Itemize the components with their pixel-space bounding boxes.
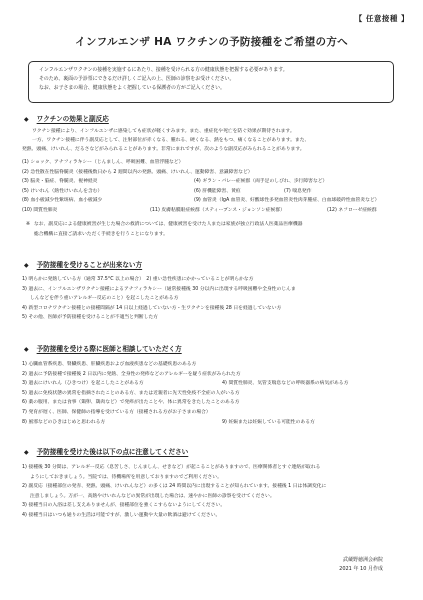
section-heading-cannot-receive: ◆ 予防接種を受けることが出来ない方 xyxy=(24,261,143,269)
list-item: 4) 接種当日はいつも通りの生活は可能ですが、激しい運動や大量の飲酒は避けてください。 xyxy=(22,512,221,518)
diamond-bullet-icon: ◆ xyxy=(24,449,29,456)
notice-box xyxy=(28,61,394,103)
list-item: 5) その他、医師が予防接種を受けることが不適当と判断した方 xyxy=(22,315,158,321)
list-item: (4) ギラン・バレー症候群（両手足のしびれ、歩行障害など） xyxy=(194,179,328,184)
list-item: (10) 間質性肺炎 xyxy=(22,207,58,213)
list-item: しんなどを伴う重いアレルギー反応のこと）を起こしたことがある方 xyxy=(30,296,179,302)
list-item: 5) 過去に免疫状態の異常を指摘されたことのある方、または近親者に先天性免疫不全症の人がいる方 xyxy=(22,390,240,396)
list-item: (11) 皮膚粘膜眼症候群（スティーブンス・ジョンソン症候群） xyxy=(150,207,285,213)
list-item: 4) 新型コロナワクチン接種との接種間隔が 14 日以上経過していない方・生ワクチンを接種後 28 日を経過していない方 xyxy=(22,305,282,311)
section-heading-after-care: ◆ 予防接種を受けた後は以下の点に注意してください xyxy=(24,448,189,456)
hospital-name: 武蔵野徳洲会病院 xyxy=(342,557,383,563)
consult-list xyxy=(22,360,408,427)
list-item: 3) 接種当日の入浴は差し支えありませんが、接種部位を強くこすらないようにしてください。 xyxy=(22,503,226,509)
list-item: 1) 明らかに発熱している方（通常 37.5°C 以上の場合） 2) 重い急性疾患にかかっていることが明らかな方 xyxy=(22,277,254,282)
side-effects-list xyxy=(22,158,407,215)
list-item: 注意しましょう。万が一、高熱やけいれんなどの異常が出現した場合は、速やかに医師の診察を受けてください。 xyxy=(30,493,275,499)
section-heading-consult: ◆ 予防接種を受ける際に医師と相談していただく方 xyxy=(24,345,182,353)
list-item: (1) ショック、アナフィラキシー（じんましん、呼吸困難、血管浮腫など） xyxy=(22,160,184,165)
notice-line: そのため、裏面の予診票にできるだけ詳しくご記入の上、医師の診察をお受けください。 xyxy=(39,76,235,82)
list-item: 8) 風邪などのひきはじめと思われる方 9) 妊娠または妊娠している可能性のある方 xyxy=(22,419,315,425)
diamond-bullet-icon: ◆ xyxy=(24,346,29,353)
list-item: ようにしておきましょう。当院では、待機場所を用意しておりますのでご利用ください。 xyxy=(30,474,222,480)
list-item: 7) 発育が遅く、医師、保健師の指導を受けている方（接種される方がお子さまの場合） xyxy=(22,409,211,415)
list-item: (3) 脳炎・脳症、脊髄炎、視神経炎 xyxy=(22,179,98,184)
list-item: (2) 急性散在性脳脊髄炎（接種後数日から 2 週間以内の発熱、頭痛、けいれん、運動障害、意識障害など） xyxy=(22,169,253,175)
list-item: 6) 薬の服用、または食事（鶏卵、鶏肉など）で発疹が出たことや、体に異常をきたしたことのある方 xyxy=(22,400,240,406)
effects-paragraph: ワクチン接種により、インフルエンザに感染しても症状が軽くすみます。また、重症化や死亡を防ぐ効果が期待されます。 一方、ワクチン接種に伴う副反応として、注射部位が赤くなる、腫れる、硬くなる、熱をもつ、痛くなることがあります。また、 発熱、頭痛、けいれん、だるさなどがみられることがあります。非常にまれですが、次のような副反応がみられることがあります。 xyxy=(22,129,310,152)
diamond-bullet-icon: ◆ xyxy=(24,262,29,269)
cannot-receive-list xyxy=(22,275,408,323)
footer xyxy=(339,556,383,574)
list-item: (9) 血管炎（IgA 血管炎、好酸球性多発血管炎性肉芽腫症、白血球破砕性血管炎など） xyxy=(194,198,380,203)
list-item: (12) ネフローゼ症候群 xyxy=(327,207,377,213)
compensation-note: ※ なお、副反応による健康被害が生じた場合の救済については、健康被害を受けた人または家族が独立行政法人医薬品医療機器 総合機構に直接ご請求いただく手続きを行うことになります。 xyxy=(26,222,303,237)
created-date: 2021 年 10 月作成 xyxy=(339,566,383,572)
list-item: 2) 過去に予防接種で接種後 2 日以内に発熱、全身性の発疹などのアレルギーを疑う症状がみられた方 xyxy=(22,371,241,377)
notice-line: インフルエンザワクチンの接種を実施するにあたり、接種を受けられる方の健康状態を把握する必要があります。 xyxy=(39,67,288,73)
list-item: (5) けいれん（熱性けいれんを含む） xyxy=(22,188,103,194)
list-item: 3) 過去に、インフルエンザワクチン接種によるアナフィラキシー（通常接種後 30 分以内に出現する呼吸困難や全身性のじんま xyxy=(22,286,296,292)
diamond-bullet-icon: ◆ xyxy=(24,116,29,123)
list-item: 2) 副反応（接種部位の発赤、発熱、頭痛、けいれんなど）の多くは 24 時間以内に出現することが知られています。接種後 1 日は体調変化に xyxy=(22,484,327,490)
list-item: 1) 心臓血管系疾患、腎臓疾患、肝臓疾患および血液疾患などの基礎疾患のある方 xyxy=(22,362,197,367)
list-item: (8) 血小板減少性紫斑病、血小板減少 xyxy=(22,198,103,203)
notice-line: なお、お子さまの場合、健康状態をよく把握している保護者の方がご記入ください。 xyxy=(39,85,225,91)
after-care-list xyxy=(22,463,408,521)
section-heading-effects: ◆ ワクチンの効果と副反応 xyxy=(24,115,109,123)
list-item: 1) 接種後 30 分間は、アレルギー反応（息苦しさ、じんましん、せきなど）が起こることがありますので、医療関係者とすぐ連絡が取れる xyxy=(22,465,321,470)
list-item: 3) 過去にけいれん（ひきつけ）を起こしたことがある方 4) 間質性肺炎、気管支喘息などの呼吸器系の病気がある方 xyxy=(22,381,349,387)
list-item: (7) 喘息発作 xyxy=(284,188,312,194)
list-item: (6) 肝機能障害、黄疸 xyxy=(194,188,241,194)
page-title: インフルエンザ HA ワクチンの予防接種をご希望の方へ xyxy=(75,36,348,48)
voluntary-vaccination-tag: 【 任意接種 】 xyxy=(354,14,409,23)
